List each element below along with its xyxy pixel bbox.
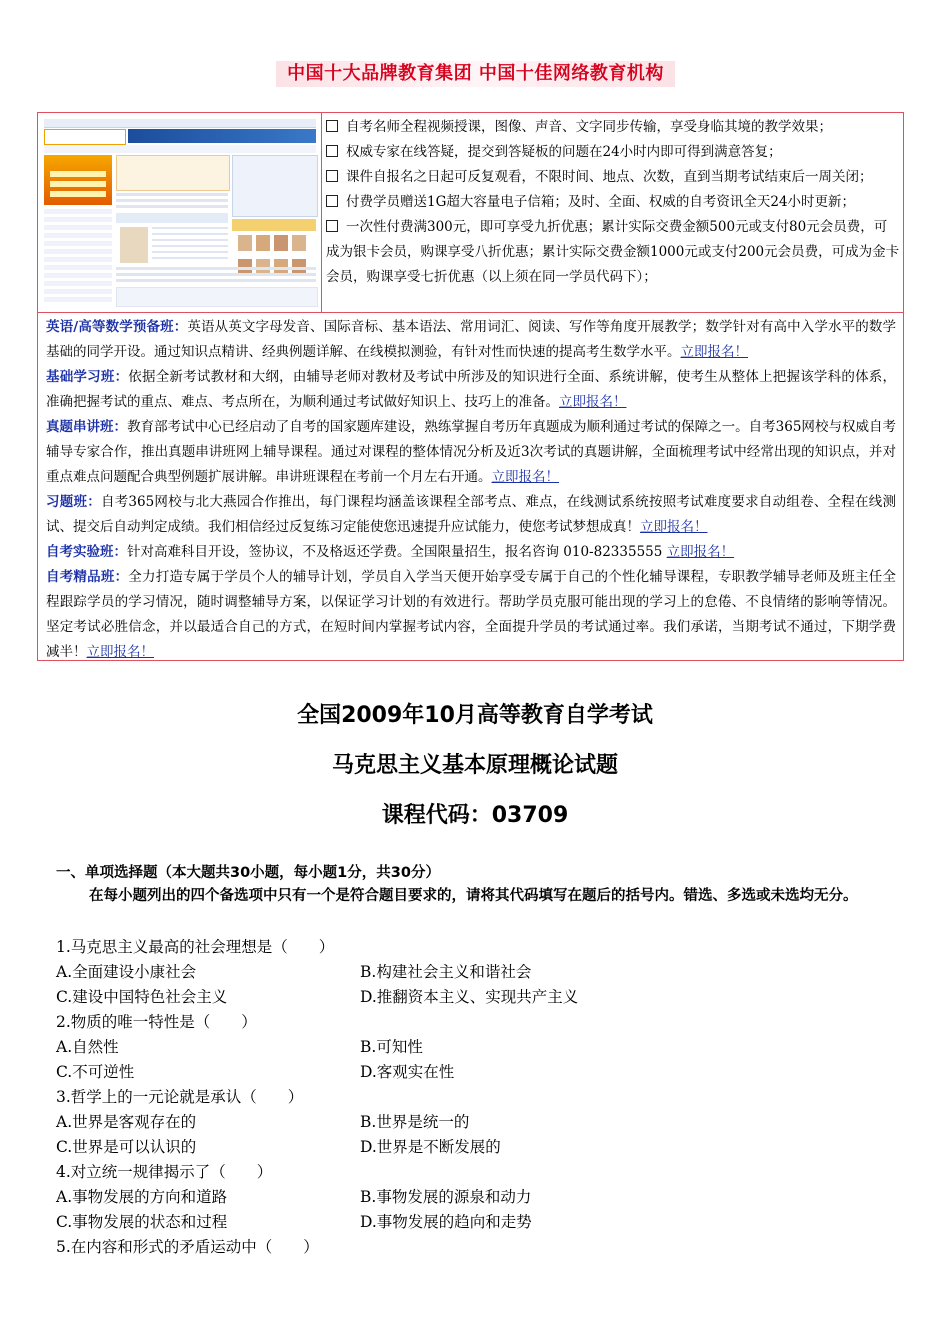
checkbox-icon	[326, 195, 338, 207]
course-item: 英语/高等数学预备班：英语从英文字母发音、国际音标、基本语法、常用词汇、阅读、写作等角度开展教学；数学针对有高中入学水平的数学基础的同学开设。通过知识点精讲、经典例题详解、在线模拟测验，有针对性而快速的提高考生数学水平。立即报名！	[46, 319, 897, 360]
enroll-link[interactable]: 立即报名！	[559, 394, 627, 410]
course-name: 习题班：	[46, 494, 101, 510]
checkbox-icon	[326, 120, 338, 132]
course-name: 真题串讲班：	[46, 419, 128, 435]
course-name: 自考实验班：	[46, 544, 127, 560]
feature-item: 一次性付费满300元，即可享受九折优惠；累计实际交费金额500元或支付80元会员费，可成为银卡会员，购课享受八折优惠；累计实际交费金额1000元或支付200元会员费，可成为金卡会员，购课享受七折优惠（以上须在同一学员代码下）；	[326, 219, 900, 285]
option-c: C.世界是可以认识的	[56, 1138, 197, 1156]
course-item: 自考实验班：针对高难科目开设，签协议，不及格返还学费。全国限量招生，报名咨询 010-82335555 立即报名！	[46, 544, 735, 560]
enroll-link[interactable]: 立即报名！	[666, 544, 735, 560]
website-screenshot-image	[38, 113, 322, 312]
section-header	[56, 862, 906, 908]
option-c: C.建设中国特色社会主义	[56, 988, 228, 1006]
course-item: 真题串讲班：教育部考试中心已经启动了自考的国家题库建设，熟练掌握自考历年真题成为顺利通过考试的保障之一。自考365网校与权威自考辅导专家合作，推出真题串讲班网上辅导课程。通过对课程的整体情况分析及近3次考试的真题讲解，全面梳理考试中经常出现的知识点，并对重点难点问题配合典型例题扩展讲解。串讲班课程在考前一个月左右开通。立即报名！	[46, 419, 897, 485]
course-item: 基础学习班：依据全新考试教材和大纲，由辅导老师对教材及考试中所涉及的知识进行全面、系统讲解，使考生从整体上把握该学科的体系，准确把握考试的重点、难点、考点所在，为顺利通过考试做好知识上、技巧上的准备。立即报名！	[46, 369, 897, 410]
ad-top-row	[38, 113, 903, 313]
question-stem: 2.物质的唯一特性是（ ）	[56, 1013, 257, 1031]
question-stem: 5.在内容和形式的矛盾运动中（ ）	[56, 1238, 319, 1256]
section-instruction: 在每小题列出的四个备选项中只有一个是符合题目要求的，请将其代码填写在题后的括号内。错选、多选或未选均无分。	[89, 888, 858, 904]
option-b: B.事物发展的源泉和动力	[360, 1188, 532, 1206]
course-item: 习题班：自考365网校与北大燕园合作推出，每门课程均涵盖该课程全部考点、难点，在线测试系统按照考试难度要求自动组卷、全程在线测试、提交后自动判定成绩。我们相信经过反复练习定能使您迅速提升应试能力，使您考试梦想成真！立即报名！	[46, 494, 897, 535]
ad-box	[37, 112, 904, 661]
option-a: A.自然性	[56, 1038, 119, 1056]
course-name: 自考精品班：	[46, 569, 129, 585]
section-heading: 一、单项选择题（本大题共30小题，每小题1分，共30分）	[56, 865, 440, 881]
course-name: 基础学习班：	[46, 369, 129, 385]
feature-item: 权威专家在线答疑，提交到答疑板的问题在24小时内即可得到满意答复；	[326, 140, 900, 165]
option-b: B.世界是统一的	[360, 1113, 470, 1131]
option-d: D.事物发展的趋向和走势	[360, 1213, 532, 1231]
option-b: B.可知性	[360, 1038, 423, 1056]
option-b: B.构建社会主义和谐社会	[360, 963, 532, 981]
option-c: C.不可逆性	[56, 1063, 135, 1081]
option-d: D.客观实在性	[360, 1063, 455, 1081]
question-stem: 1.马克思主义最高的社会理想是（ ）	[56, 938, 335, 956]
option-a: A.全面建设小康社会	[56, 963, 197, 981]
checkbox-icon	[326, 220, 338, 232]
brand-banner: 中国十大品牌教育集团 中国十佳网络教育机构	[276, 61, 675, 87]
enroll-link[interactable]: 立即报名！	[86, 644, 154, 660]
feature-item: 自考名师全程视频授课，图像、声音、文字同步传输，享受身临其境的教学效果；	[326, 115, 900, 140]
enroll-link[interactable]: 立即报名！	[491, 469, 559, 485]
subject-title: 马克思主义基本原理概论试题	[331, 753, 618, 778]
exam-title: 全国2009年10月高等教育自学考试	[297, 703, 653, 728]
feature-item: 付费学员赠送1G超大容量电子信箱；及时、全面、权威的自考资讯全天24小时更新；	[326, 190, 900, 215]
question-stem: 3.哲学上的一元论就是承认（ ）	[56, 1088, 304, 1106]
enroll-link[interactable]: 立即报名！	[640, 519, 708, 535]
course-list	[46, 315, 896, 665]
checkbox-icon	[326, 145, 338, 157]
option-a: A.世界是客观存在的	[56, 1113, 197, 1131]
course-name: 英语/高等数学预备班：	[46, 319, 188, 335]
question-stem: 4.对立统一规律揭示了（ ）	[56, 1163, 273, 1181]
option-d: D.推翻资本主义、实现共产主义	[360, 988, 579, 1006]
checkbox-icon	[326, 170, 338, 182]
feature-item: 课件自报名之日起可反复观看，不限时间、地点、次数，直到当期考试结束后一周关闭；	[326, 165, 900, 190]
option-a: A.事物发展的方向和道路	[56, 1188, 228, 1206]
option-d: D.世界是不断发展的	[360, 1138, 501, 1156]
option-c: C.事物发展的状态和过程	[56, 1213, 228, 1231]
course-code: 课程代码：03709	[381, 803, 569, 828]
course-item: 自考精品班：全力打造专属于学员个人的辅导计划，学员自入学当天便开始享受专属于自己的个性化辅导课程，专职教学辅导老师及班主任全程跟踪学员的学习情况，随时调整辅导方案，以保证学习计划的有效进行。帮助学员克服可能出现的学习上的怠倦、不良情绪的影响等情况。坚定考试必胜信念，并以最适合自己的方式，在短时间内掌握考试内容，全面提升学员的考试通过率。我们承诺，当期考试不通过，下期学费减半！立即报名！	[46, 569, 897, 660]
enroll-link[interactable]: 立即报名！	[680, 344, 748, 360]
feature-list	[326, 115, 900, 290]
